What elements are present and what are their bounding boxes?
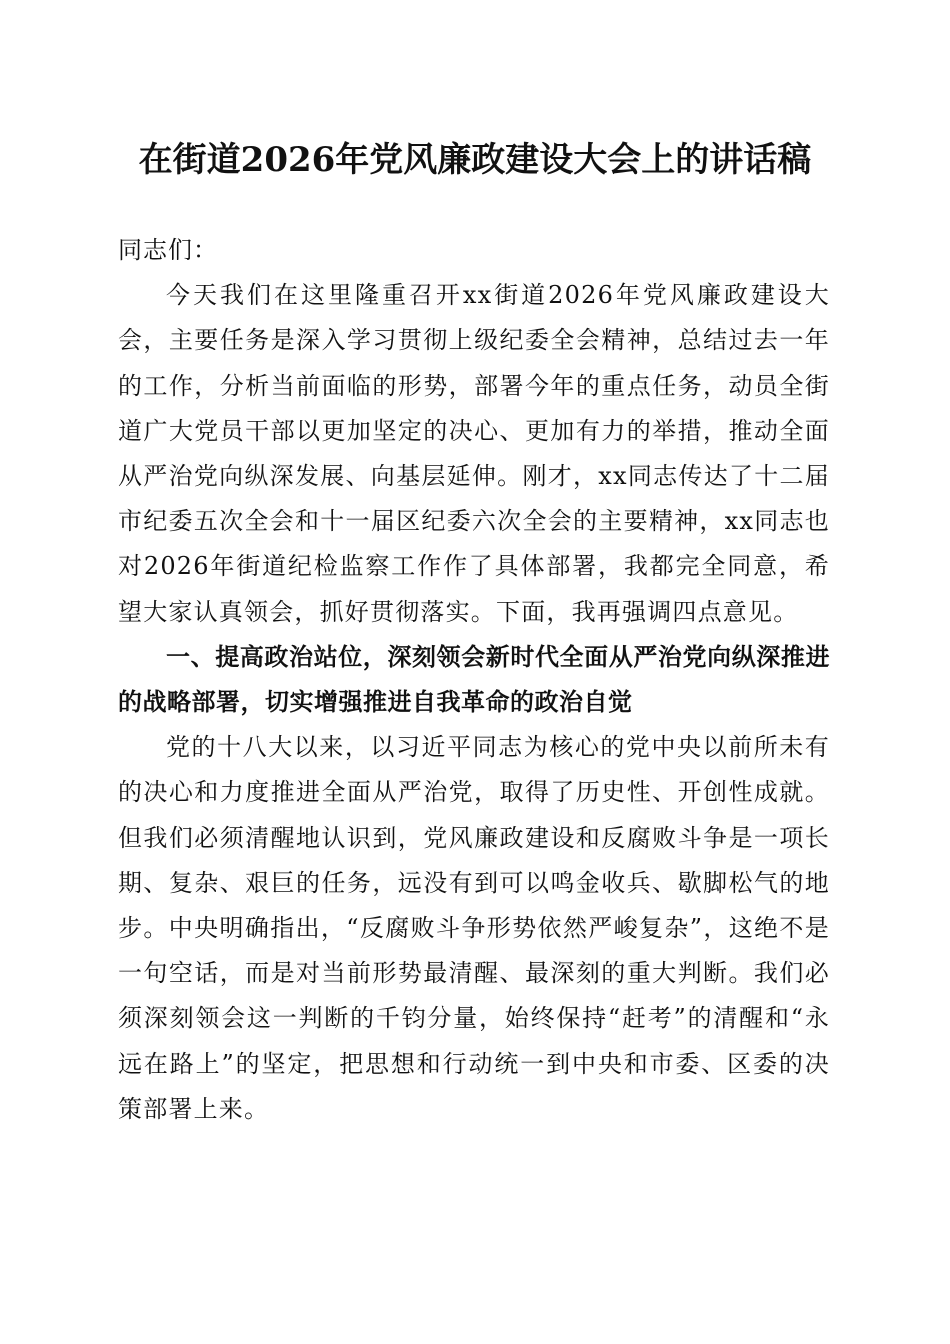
document-title: 在街道2026年党风廉政建设大会上的讲话稿 — [138, 140, 812, 180]
document-body — [118, 228, 830, 1132]
section-1-heading: 一、提高政治站位，深刻领会新时代全面从严治党向纵深推进的战略部署，切实增强推进自我革命的政治自觉 — [118, 642, 830, 717]
opening-paragraph: 今天我们在这里隆重召开xx街道2026年党风廉政建设大会，主要任务是深入学习贯彻上级纪委全会精神，总结过去一年的工作，分析当前面临的形势，部署今年的重点任务，动员全街道广大党员干部以更加坚定的决心、更加有力的举措，推动全面从严治党向纵深发展、向基层延伸。刚才，xx同志传达了十二届市纪委五次全会和十一届区纪委六次全会的主要精神，xx同志也对2026年街道纪检监察工作作了具体部署，我都完全同意，希望大家认真领会，抓好贯彻落实。下面，我再强调四点意见。 — [118, 281, 830, 626]
section-1-paragraph: 党的十八大以来，以习近平同志为核心的党中央以前所未有的决心和力度推进全面从严治党，取得了历史性、开创性成就。但我们必须清醒地认识到，党风廉政建设和反腐败斗争是一项长期、复杂、艰巨的任务，远没有到可以鸣金收兵、歇脚松气的地步。中央明确指出，“反腐败斗争形势依然严峻复杂”，这绝不是一句空话，而是对当前形势最清醒、最深刻的重大判断。我们必须深刻领会这一判断的千钧分量，始终保持“赶考”的清醒和“永远在路上”的坚定，把思想和行动统一到中央和市委、区委的决策部署上来。 — [118, 733, 830, 1123]
salutation: 同志们： — [118, 236, 218, 264]
